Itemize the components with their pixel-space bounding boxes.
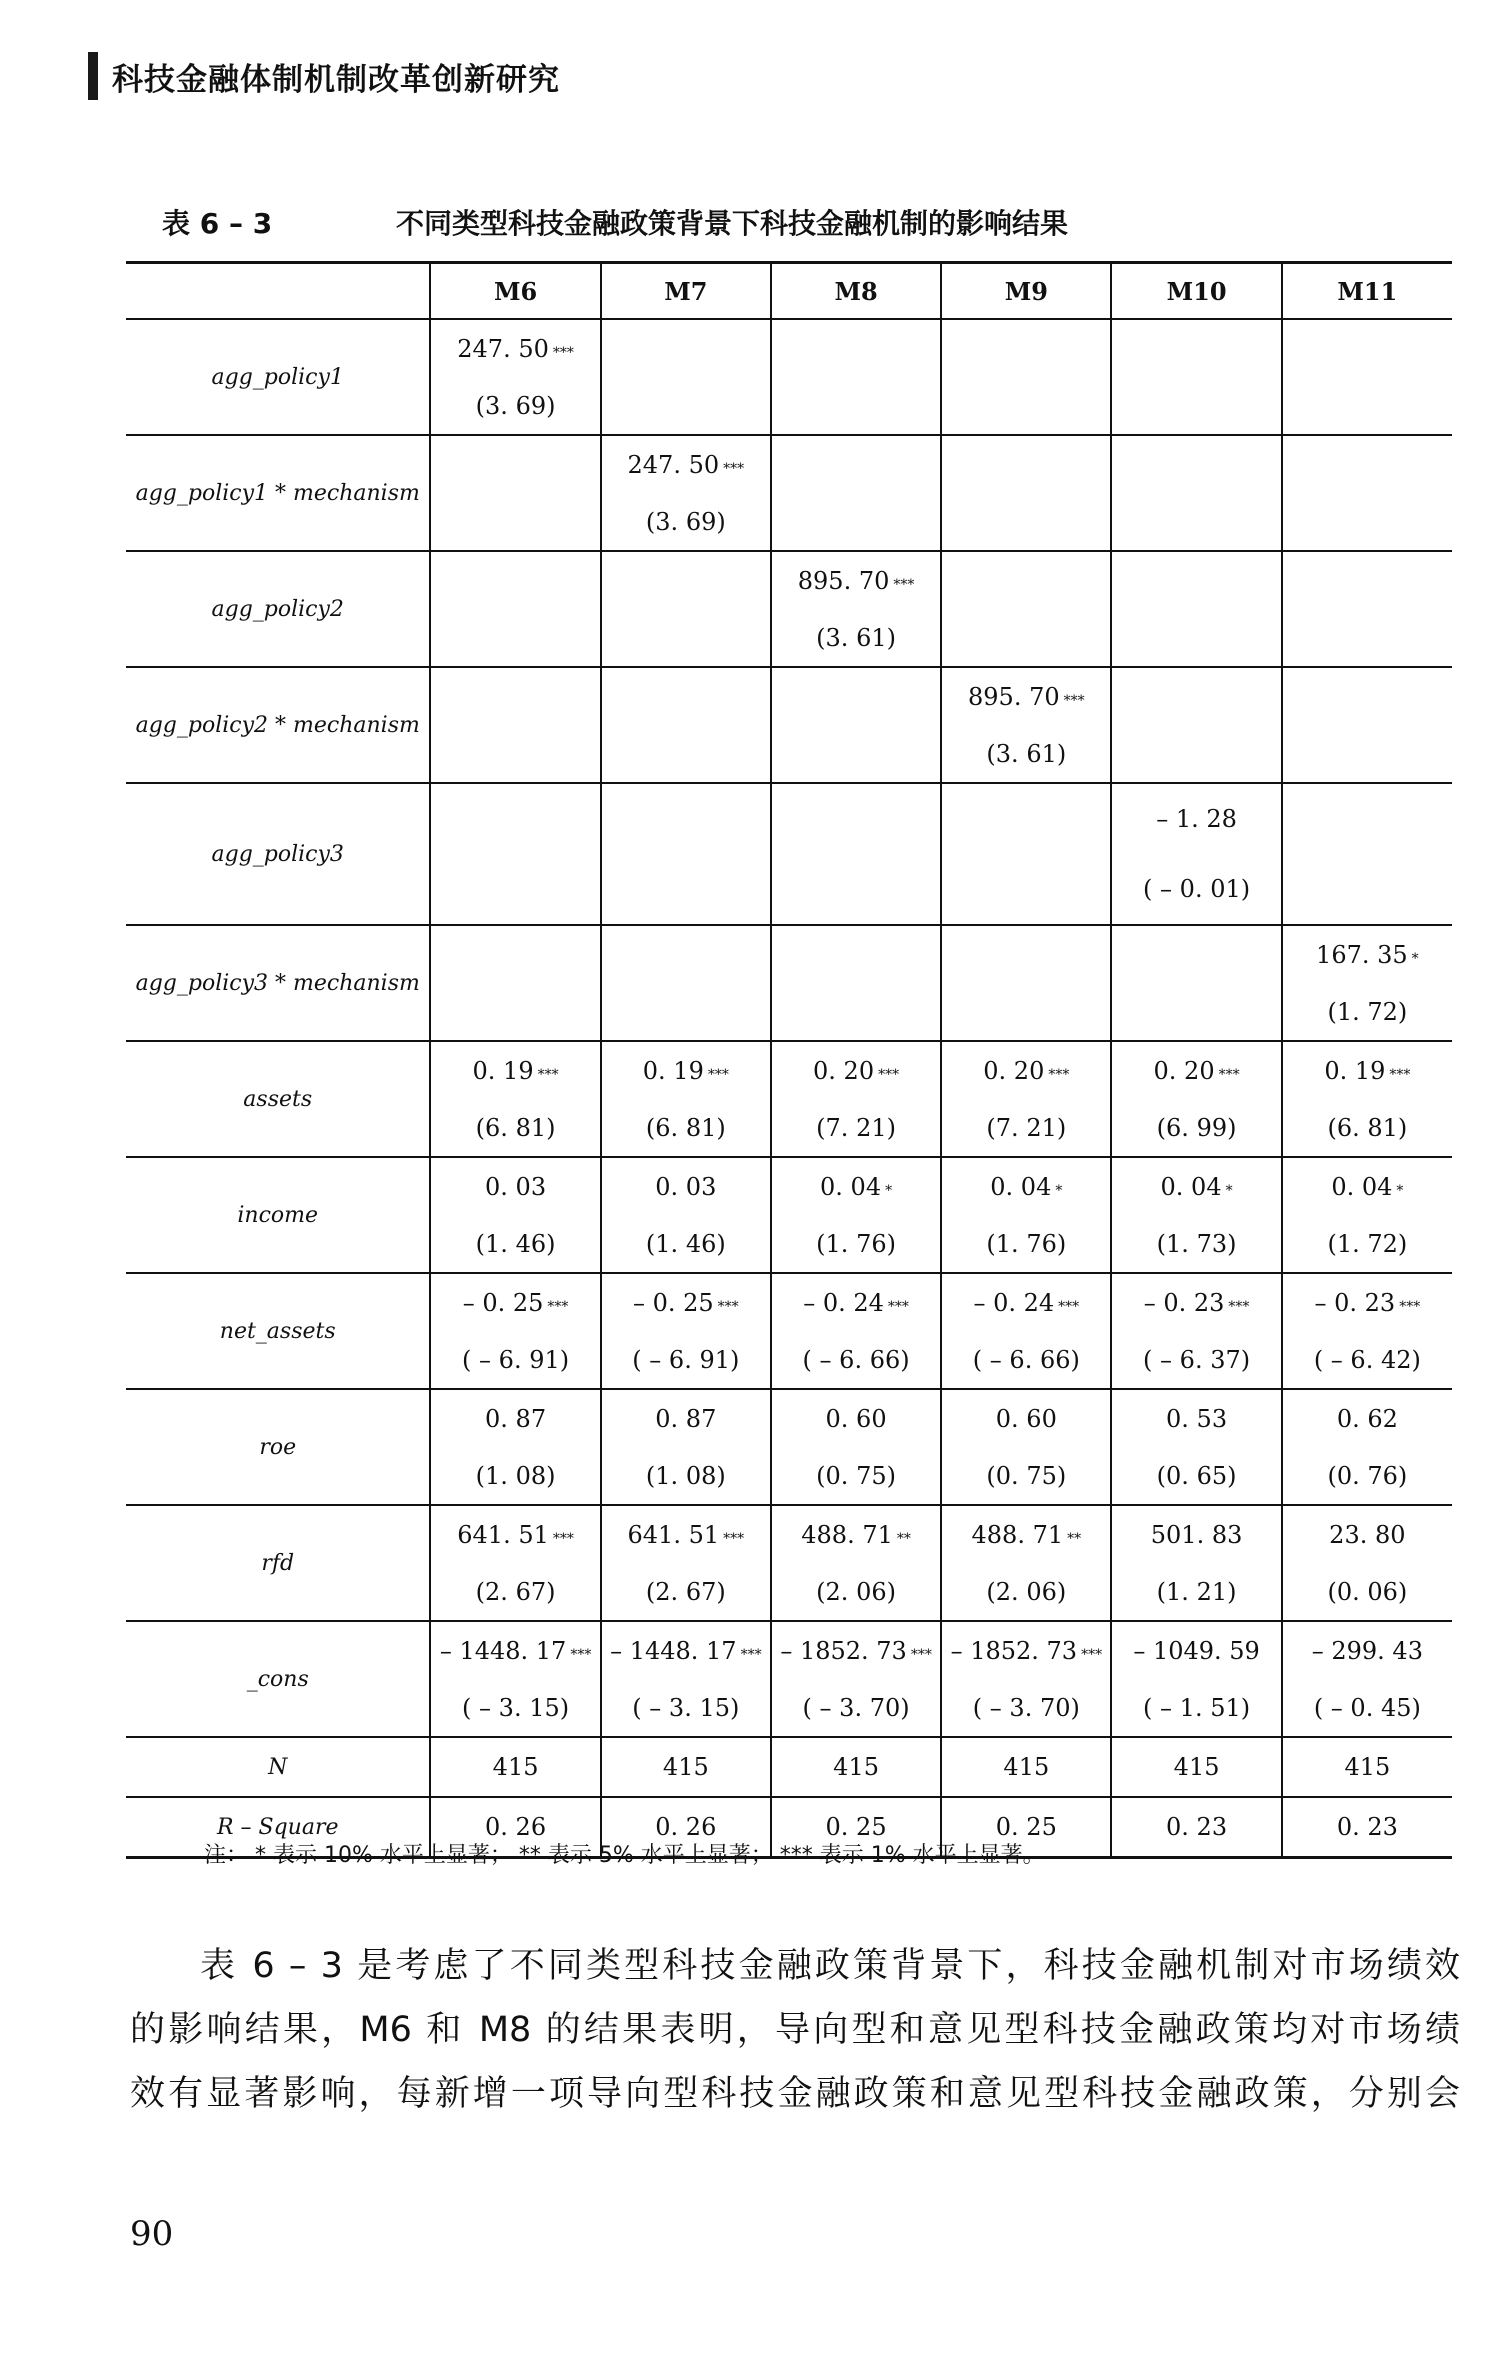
significance-stars: *	[1055, 1182, 1063, 1199]
variable-label: agg_policy1	[126, 319, 430, 435]
t-statistic: ( – 3. 15)	[632, 1693, 740, 1722]
table-cell	[941, 1273, 1111, 1389]
summary-value: 415	[1282, 1737, 1452, 1797]
coefficient-value: 0. 03	[655, 1172, 717, 1201]
table-cell	[1111, 1041, 1281, 1157]
t-statistic: (3. 61)	[816, 623, 896, 652]
table-cell	[1111, 1389, 1281, 1505]
table-cell	[1111, 1621, 1281, 1737]
t-statistic: ( – 0. 01)	[1143, 875, 1251, 903]
table-cell	[771, 1505, 941, 1621]
coefficient-value: 641. 51	[627, 1520, 720, 1549]
coefficient-value: – 1448. 17	[439, 1636, 567, 1665]
coefficient-value: – 1049. 59	[1133, 1636, 1260, 1665]
significance-stars: **	[896, 1530, 911, 1547]
variable-label: agg_policy3 * mechanism	[126, 925, 430, 1041]
coefficient-value: – 299. 43	[1311, 1636, 1423, 1665]
table-cell	[601, 667, 771, 783]
table-cell	[771, 319, 941, 435]
table-cell	[1282, 925, 1452, 1041]
coefficient-value: 0. 20	[1153, 1056, 1215, 1085]
t-statistic: (1. 46)	[475, 1229, 556, 1258]
significance-stars: *	[1411, 950, 1419, 967]
coefficient	[1283, 1283, 1452, 1323]
t-statistic: ( – 3. 70)	[802, 1693, 910, 1722]
table-cell	[1282, 551, 1452, 667]
coefficient	[1112, 1399, 1280, 1439]
variable-label: agg_policy3	[126, 783, 430, 925]
t-statistic: (1. 76)	[986, 1229, 1067, 1258]
coefficient	[1283, 1631, 1452, 1671]
column-header: M10	[1111, 263, 1281, 320]
coefficient-value: 0. 53	[1166, 1404, 1228, 1433]
column-header: M8	[771, 263, 941, 320]
coefficient-value: 0. 87	[485, 1404, 547, 1433]
t-statistic: (0. 75)	[816, 1461, 896, 1490]
coefficient	[1283, 935, 1452, 975]
table-cell	[771, 783, 941, 925]
coefficient	[1112, 1515, 1280, 1555]
table-cell	[1111, 667, 1281, 783]
coefficient-value: 167. 35	[1316, 940, 1408, 969]
coefficient-value: 0. 20	[813, 1056, 875, 1085]
table-cell	[1282, 783, 1452, 925]
coefficient	[772, 1283, 940, 1323]
significance-stars: ***	[910, 1646, 932, 1663]
variable-label: agg_policy2	[126, 551, 430, 667]
coefficient	[1112, 1631, 1280, 1671]
table-cell	[1282, 435, 1452, 551]
significance-stars: ***	[723, 1530, 745, 1547]
table-cell	[430, 925, 600, 1041]
table-row	[126, 1389, 1452, 1505]
significance-stars: ***	[1048, 1066, 1070, 1083]
t-statistic: (3. 61)	[986, 739, 1067, 768]
coefficient	[1283, 1051, 1452, 1091]
table-cell	[941, 783, 1111, 925]
table-cell	[771, 667, 941, 783]
table-row	[126, 925, 1452, 1041]
t-statistic: (1. 08)	[475, 1461, 556, 1490]
t-statistic: (3. 69)	[475, 391, 556, 420]
coefficient	[772, 1167, 940, 1207]
t-statistic: (2. 06)	[986, 1577, 1067, 1606]
coefficient-value: 0. 62	[1336, 1404, 1398, 1433]
t-statistic: (7. 21)	[986, 1113, 1067, 1142]
coefficient	[942, 1631, 1110, 1671]
table-cell	[601, 551, 771, 667]
table-cell	[430, 1273, 600, 1389]
coefficient-value: 488. 71	[801, 1520, 893, 1549]
page-number: 90	[130, 2214, 174, 2254]
summary-label: R – Square	[126, 1797, 430, 1858]
table-cell	[771, 1621, 941, 1737]
t-statistic: (7. 21)	[816, 1113, 896, 1142]
coefficient	[1112, 1283, 1280, 1323]
column-header: M6	[430, 263, 600, 320]
t-statistic: ( – 6. 66)	[802, 1345, 910, 1374]
table-cell	[941, 925, 1111, 1041]
table-row	[126, 1621, 1452, 1737]
header-bar	[88, 52, 98, 100]
coefficient-value: 0. 04	[1331, 1172, 1393, 1201]
coefficient-value: 488. 71	[971, 1520, 1064, 1549]
coefficient	[431, 1051, 599, 1091]
table-cell	[1111, 1273, 1281, 1389]
table-cell	[1282, 319, 1452, 435]
table-cell	[1111, 783, 1281, 925]
table-row	[126, 319, 1452, 435]
variable-label: agg_policy1 * mechanism	[126, 435, 430, 551]
coefficient-value: 0. 19	[642, 1056, 704, 1085]
significance-stars: ***	[1081, 1646, 1103, 1663]
table-cell	[1111, 1157, 1281, 1273]
t-statistic: (1. 76)	[816, 1229, 896, 1258]
table-cell	[771, 435, 941, 551]
table-cell	[601, 925, 771, 1041]
summary-value: 0. 25	[941, 1797, 1111, 1858]
coefficient	[772, 561, 940, 601]
column-header: M9	[941, 263, 1111, 320]
table-cell	[941, 435, 1111, 551]
header-blank	[126, 263, 430, 320]
coefficient-value: – 0. 25	[462, 1288, 544, 1317]
table-cell	[771, 1389, 941, 1505]
coefficient	[942, 1515, 1110, 1555]
t-statistic: (1. 72)	[1327, 997, 1408, 1026]
table-cell	[1282, 1273, 1452, 1389]
significance-stars: ***	[1063, 692, 1085, 709]
coefficient-value: – 0. 24	[973, 1288, 1055, 1317]
variable-label: _cons	[126, 1621, 430, 1737]
coefficient-value: 0. 60	[995, 1404, 1057, 1433]
summary-value: 0. 23	[1111, 1797, 1281, 1858]
summary-value: 415	[601, 1737, 771, 1797]
body-line: 表 6 – 3 是考虑了不同类型科技金融政策背景下，科技金融机制对市场绩效	[200, 1946, 1460, 1986]
running-header	[88, 52, 560, 100]
table-cell	[771, 551, 941, 667]
significance-stars: **	[1067, 1530, 1082, 1547]
significance-stars: ***	[537, 1066, 559, 1083]
table-cell	[941, 1389, 1111, 1505]
t-statistic: ( – 6. 66)	[972, 1345, 1080, 1374]
t-statistic: (3. 69)	[645, 507, 726, 536]
summary-value: 0. 26	[601, 1797, 771, 1858]
t-statistic: (1. 08)	[645, 1461, 726, 1490]
table-cell	[1282, 1389, 1452, 1505]
variable-label: agg_policy2 * mechanism	[126, 667, 430, 783]
coefficient	[602, 1283, 770, 1323]
t-statistic: ( – 3. 15)	[462, 1693, 570, 1722]
t-statistic: ( – 0. 45)	[1313, 1693, 1421, 1722]
coefficient-value: – 1852. 73	[950, 1636, 1078, 1665]
table-row	[126, 783, 1452, 925]
column-header: M7	[601, 263, 771, 320]
coefficient-value: 501. 83	[1150, 1520, 1243, 1549]
coefficient-value: 895. 70	[968, 682, 1060, 711]
significance-stars: ***	[552, 344, 574, 361]
significance-stars: ***	[887, 1298, 909, 1315]
table-cell	[430, 1157, 600, 1273]
coefficient-value: 0. 60	[825, 1404, 887, 1433]
table-cell	[1282, 1157, 1452, 1273]
coefficient	[602, 1051, 770, 1091]
summary-value: 415	[430, 1737, 600, 1797]
table-cell	[771, 1157, 941, 1273]
significance-stars: ***	[717, 1298, 739, 1315]
table-note: 注： * 表示 10% 水平上显著； ** 表示 5% 水平上显著； *** 表示 1% 水平上显著。	[204, 1843, 1045, 1868]
summary-value: 0. 26	[430, 1797, 600, 1858]
t-statistic: (6. 81)	[475, 1113, 556, 1142]
significance-stars: ***	[707, 1066, 729, 1083]
coefficient	[602, 1631, 770, 1671]
table-cell	[601, 1273, 771, 1389]
coefficient-value: – 1. 28	[1156, 805, 1237, 833]
coefficient	[1283, 1515, 1452, 1555]
t-statistic: (6. 81)	[645, 1113, 726, 1142]
t-statistic: (0. 76)	[1327, 1461, 1408, 1490]
coefficient	[1112, 1051, 1280, 1091]
table-row	[126, 1505, 1452, 1621]
significance-stars: ***	[893, 576, 915, 593]
coefficient-value: 0. 04	[990, 1172, 1052, 1201]
coefficient	[1112, 799, 1280, 839]
t-statistic: ( – 6. 42)	[1313, 1345, 1421, 1374]
coefficient	[1283, 1399, 1452, 1439]
coefficient-value: – 1852. 73	[780, 1636, 907, 1665]
coefficient-value: 0. 87	[655, 1404, 717, 1433]
t-statistic: ( – 6. 37)	[1143, 1345, 1251, 1374]
table-cell	[601, 435, 771, 551]
coefficient-value: 247. 50	[457, 334, 549, 363]
table-cell	[771, 1041, 941, 1157]
body-line: 的影响结果，M6 和 M8 的结果表明，导向型和意见型科技金融政策均对市场绩	[130, 2010, 1460, 2050]
variable-label: rfd	[126, 1505, 430, 1621]
coefficient	[602, 445, 770, 485]
summary-value: 0. 23	[1282, 1797, 1452, 1858]
table-cell	[1111, 319, 1281, 435]
t-statistic: (2. 06)	[816, 1577, 896, 1606]
summary-row	[126, 1737, 1452, 1797]
t-statistic: (1. 46)	[645, 1229, 726, 1258]
t-statistic: (6. 81)	[1327, 1113, 1408, 1142]
table-row	[126, 1273, 1452, 1389]
significance-stars: ***	[1389, 1066, 1411, 1083]
t-statistic: (1. 21)	[1156, 1577, 1237, 1606]
table-cell	[430, 1621, 600, 1737]
table-cell	[430, 1389, 600, 1505]
coefficient	[942, 1167, 1110, 1207]
t-statistic: (0. 75)	[986, 1461, 1067, 1490]
table-cell	[430, 319, 600, 435]
table-cell	[941, 1505, 1111, 1621]
summary-label: N	[126, 1737, 430, 1797]
significance-stars: ***	[552, 1530, 574, 1547]
t-statistic: ( – 1. 51)	[1143, 1693, 1251, 1722]
table-title: 不同类型科技金融政策背景下科技金融机制的影响结果	[396, 207, 1069, 240]
coefficient-value: 641. 51	[457, 1520, 549, 1549]
table-cell	[1282, 1041, 1452, 1157]
coefficient	[772, 1399, 940, 1439]
coefficient	[602, 1515, 770, 1555]
table-row	[126, 551, 1452, 667]
significance-stars: *	[885, 1182, 893, 1199]
significance-stars: *	[1396, 1182, 1404, 1199]
significance-stars: ***	[878, 1066, 900, 1083]
coefficient-value: 0. 04	[820, 1172, 882, 1201]
t-statistic: (0. 65)	[1156, 1461, 1237, 1490]
coefficient	[431, 1515, 599, 1555]
coefficient	[431, 1631, 599, 1671]
coefficient	[431, 329, 599, 369]
coefficient	[772, 1515, 940, 1555]
table-cell	[430, 435, 600, 551]
table-cell	[1111, 435, 1281, 551]
coefficient	[942, 1283, 1110, 1323]
variable-label: net_assets	[126, 1273, 430, 1389]
coefficient-value: – 1448. 17	[610, 1636, 737, 1665]
body-paragraph	[130, 1934, 1460, 2126]
coefficient-value: 0. 03	[485, 1172, 547, 1201]
significance-stars: ***	[723, 460, 745, 477]
coefficient	[942, 677, 1110, 717]
t-statistic: (2. 67)	[645, 1577, 726, 1606]
table-cell	[430, 551, 600, 667]
coefficient-value: 0. 04	[1160, 1172, 1222, 1201]
table-cell	[1282, 667, 1452, 783]
t-statistic: (1. 72)	[1327, 1229, 1408, 1258]
table-cell	[1111, 1505, 1281, 1621]
t-statistic: (0. 06)	[1327, 1577, 1408, 1606]
table-cell	[430, 1505, 600, 1621]
column-header: M11	[1282, 263, 1452, 320]
significance-stars: ***	[570, 1646, 592, 1663]
coefficient	[602, 1167, 770, 1207]
table-cell	[941, 1621, 1111, 1737]
table-cell	[601, 1621, 771, 1737]
t-statistic: ( – 6. 91)	[462, 1345, 570, 1374]
table-cell	[601, 1505, 771, 1621]
table-row	[126, 435, 1452, 551]
table-cell	[941, 1041, 1111, 1157]
coefficient-value: 0. 19	[1324, 1056, 1386, 1085]
significance-stars: ***	[740, 1646, 762, 1663]
table-cell	[430, 783, 600, 925]
coefficient-value: – 0. 24	[803, 1288, 884, 1317]
coefficient-value: – 0. 25	[632, 1288, 714, 1317]
header-title: 科技金融体制机制改革创新研究	[112, 61, 560, 98]
summary-value: 0. 25	[771, 1797, 941, 1858]
table-cell	[1111, 925, 1281, 1041]
variable-label: assets	[126, 1041, 430, 1157]
table-cell	[771, 925, 941, 1041]
table-cell	[601, 319, 771, 435]
significance-stars: ***	[1218, 1066, 1240, 1083]
table-cell	[601, 1041, 771, 1157]
body-line: 效有显著影响，每新增一项导向型科技金融政策和意见型科技金融政策，分别会	[130, 2074, 1460, 2114]
regression-table	[126, 261, 1452, 1859]
significance-stars: ***	[1228, 1298, 1250, 1315]
coefficient	[942, 1399, 1110, 1439]
table-cell	[430, 1041, 600, 1157]
significance-stars: *	[1225, 1182, 1233, 1199]
coefficient-value: 23. 80	[1329, 1520, 1406, 1549]
table-cell	[941, 319, 1111, 435]
coefficient	[1112, 1167, 1280, 1207]
table-row	[126, 1041, 1452, 1157]
table-cell	[941, 551, 1111, 667]
t-statistic: (2. 67)	[475, 1577, 556, 1606]
table-cell	[1282, 1621, 1452, 1737]
coefficient-value: 0. 20	[983, 1056, 1045, 1085]
coefficient	[602, 1399, 770, 1439]
coefficient	[772, 1631, 940, 1671]
coefficient-value: 247. 50	[627, 450, 720, 479]
t-statistic: ( – 3. 70)	[972, 1693, 1080, 1722]
table-row	[126, 1157, 1452, 1273]
table-cell	[601, 783, 771, 925]
coefficient-value: – 0. 23	[1314, 1288, 1396, 1317]
table-cell	[601, 1389, 771, 1505]
t-statistic: (1. 73)	[1156, 1229, 1237, 1258]
table-cell	[601, 1157, 771, 1273]
coefficient-value: 0. 19	[472, 1056, 534, 1085]
t-statistic: ( – 6. 91)	[632, 1345, 740, 1374]
summary-value: 415	[1111, 1737, 1281, 1797]
coefficient-value: – 0. 23	[1143, 1288, 1225, 1317]
table-row	[126, 667, 1452, 783]
table-cell	[1282, 1505, 1452, 1621]
significance-stars: ***	[547, 1298, 569, 1315]
table-cell	[941, 1157, 1111, 1273]
summary-value: 415	[771, 1737, 941, 1797]
summary-value: 415	[941, 1737, 1111, 1797]
variable-label: roe	[126, 1389, 430, 1505]
coefficient	[431, 1167, 599, 1207]
coefficient	[431, 1283, 599, 1323]
table-header-row	[126, 263, 1452, 320]
table-cell	[1111, 551, 1281, 667]
coefficient	[1283, 1167, 1452, 1207]
coefficient	[431, 1399, 599, 1439]
coefficient	[772, 1051, 940, 1091]
table-number: 表 6 – 3	[162, 207, 273, 240]
coefficient	[942, 1051, 1110, 1091]
t-statistic: (6. 99)	[1156, 1113, 1237, 1142]
table-cell	[941, 667, 1111, 783]
table-cell	[430, 667, 600, 783]
significance-stars: ***	[1058, 1298, 1080, 1315]
table-cell	[771, 1273, 941, 1389]
coefficient-value: 895. 70	[797, 566, 890, 595]
variable-label: income	[126, 1157, 430, 1273]
significance-stars: ***	[1399, 1298, 1421, 1315]
